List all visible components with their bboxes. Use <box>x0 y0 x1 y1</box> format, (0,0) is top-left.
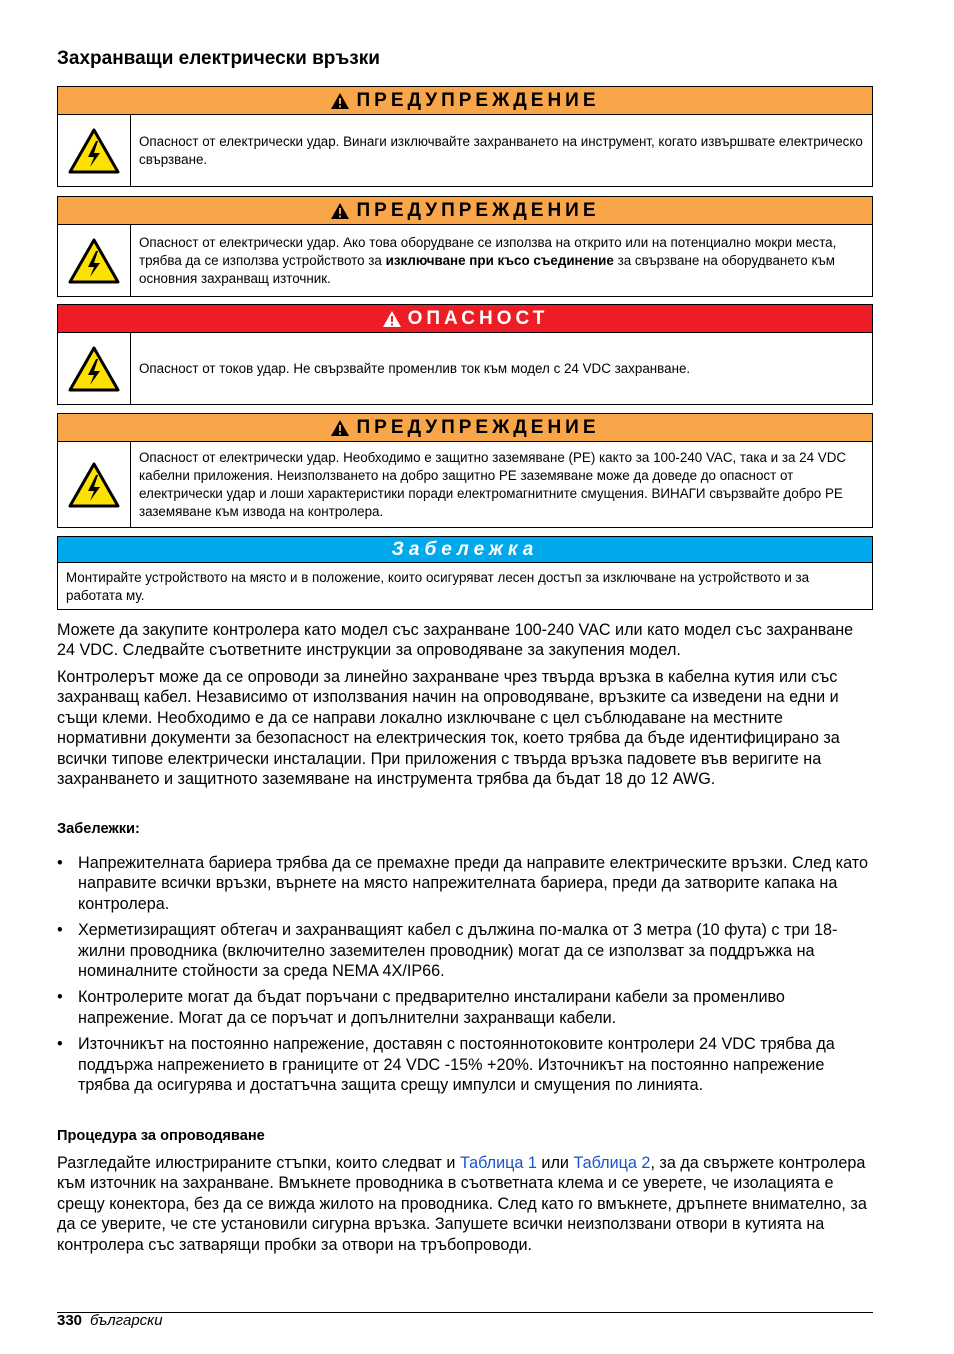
warning-box-3 <box>57 413 873 528</box>
bullet-icon: • <box>57 1035 63 1054</box>
paragraph-1: Можете да закупите контролера като модел със захранване 100-240 VAC или като модел със захранване 24 VDC. Следвайте съответните инструкции за опроводяване за закупения модел. <box>57 621 854 660</box>
warning-label: ПРЕДУПРЕЖДЕНИЕ <box>356 199 600 221</box>
page-number: 330 <box>57 1312 83 1329</box>
note-box <box>57 536 873 610</box>
danger-header <box>58 305 872 333</box>
note-label: Забележка <box>391 538 539 560</box>
list-item: • Източникът на постоянно напрежение, доставян с постояннотоковите контролери 24 VDC трябва да поддържа напрежението в границите от 24 VDC -15% +20%. Източникът на постоянно напрежение трябва да осигурява и достатъчна защита срещу импулси и смущения по линията. <box>57 1035 835 1095</box>
warning-triangle-icon <box>330 92 350 110</box>
warning-header <box>58 87 872 115</box>
warning-text: Опасност от електрически удар. Винаги изключвайте захранването на инструмент, когато извършвате електрическо свързване. <box>139 133 863 167</box>
page-footer <box>57 1311 163 1331</box>
list-item: • Херметизиращият обтегач и захранващият кабел с дължина по-малка от 3 метра (10 фута) с три 18-жилни проводника (включително заземителен проводник) могат да се използват за поддръжка на номиналните стойности за среда NEMA 4X/IP66. <box>57 921 838 981</box>
notes-heading: Забележки: <box>57 821 140 837</box>
emphasis-text: изключване при късо съединение <box>385 252 614 268</box>
electrical-shock-hazard-icon <box>58 333 131 404</box>
notes-list <box>57 853 873 1101</box>
warning-header <box>58 197 872 225</box>
note-header <box>58 537 872 563</box>
footer-language: български <box>90 1312 163 1329</box>
electrical-shock-hazard-icon <box>58 115 131 186</box>
procedure-text: Разгледайте илюстрираните стъпки, които следват и Таблица 1 или Таблица 2, за да свържете контролера към източник на захранване. Вмъкнете проводника в съответната клема и се уверете, че изолацията е срещу конектора, без да се вижда жилото на проводника. След като го вмъкнете, дръпнете внимателно, за да се уверите, че сте установили сигурна връзка. Запушете всички неизползвани отвори в кутията на контролера със затварящи пробки за отвори на тръбопроводи. <box>57 1154 867 1254</box>
warning-box-2 <box>57 196 873 297</box>
procedure-heading: Процедура за опроводяване <box>57 1128 265 1144</box>
danger-text: Опасност от токов удар. Не свързвайте променлив ток към модел с 24 VDC захранване. <box>139 360 691 376</box>
list-item: • Напрежителната бариера трябва да се премахне преди да направите електрическите връзки. След като направите всички връзки, върнете на място напрежителната бариера, преди да затворите капака на контролера. <box>57 854 868 913</box>
warning-text: Опасност от електрически удар. Ако това оборудване се използва на открито или на потенциално мокри места, трябва да се използва устройството за изключване при късо съединение за свързване на оборудването към основния захранващ източник. <box>139 234 837 286</box>
warning-box-1 <box>57 86 873 187</box>
warning-triangle-icon <box>330 202 350 220</box>
danger-label: ОПАСНОСТ <box>407 307 549 329</box>
table-2-link[interactable]: Таблица 2 <box>573 1154 651 1172</box>
warning-triangle-icon <box>382 310 402 328</box>
bullet-icon: • <box>57 988 63 1007</box>
warning-label: ПРЕДУПРЕЖДЕНИЕ <box>356 89 600 111</box>
electrical-shock-hazard-icon <box>58 442 131 527</box>
warning-header <box>58 414 872 442</box>
danger-box <box>57 304 873 405</box>
footer-divider <box>57 1312 873 1313</box>
warning-label: ПРЕДУПРЕЖДЕНИЕ <box>356 416 600 438</box>
table-1-link[interactable]: Таблица 1 <box>459 1154 537 1172</box>
warning-text: Опасност от електрически удар. Необходимо е защитно заземяване (PE) както за 100-240 VAC, така и за 24 VDC кабелни приложения. Неизползването на добро защитно PE заземяване може да доведе до опасност от електрически удар и лоши характеристики поради електромагнитните смущения. ВИНАГИ свързвайте добро PE заземяване към извода на контролера. <box>139 449 847 519</box>
bullet-icon: • <box>57 854 63 872</box>
section-title: Захранващи електрически връзки <box>57 48 380 69</box>
note-text: Монтирайте устройството на място и в положение, които осигуряват лесен достъп за изключване на устройството и за работата му. <box>66 570 810 603</box>
electrical-shock-hazard-icon <box>58 225 131 296</box>
list-item: • Контролерите могат да бъдат поръчани с предварително инсталирани кабели за променливо напрежение. Могат да се поръчат и допълнителни захранващи кабели. <box>57 988 785 1027</box>
warning-triangle-icon <box>330 419 350 437</box>
paragraph-2: Контролерът може да се опроводи за линейно захранване чрез твърда връзка в кабелна кутия или със захранващ кабел. Независимо от използвания начин на опроводяване, връзките са изведени на едни и същи клеми. Необходимо е да се направи локално изключване с цел съблюдаване на местните нормативни документи за безопасност на електрическия ток, което трябва да бъде идентифицирано за всички типове електрически инсталации. При приложения с твърда връзка падовете във веригите на захранването и защитното заземяване на инструмента трябва да бъдат 18 до 12 AWG. <box>57 668 840 789</box>
bullet-icon: • <box>57 921 63 940</box>
